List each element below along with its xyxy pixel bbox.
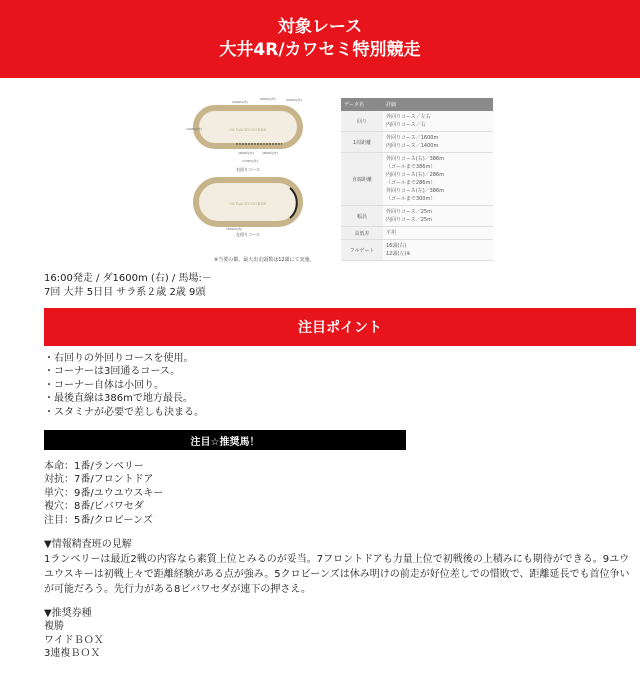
table-cell-line: （ゴールまで386m） [386,164,436,170]
distance-label: 2600m(外) [260,97,276,101]
table-row [341,111,493,132]
list-item: ・ 右回りの外回りコースを使用。 [44,352,640,365]
race-banner [0,0,640,78]
pick-chuumoku: 注目：5番/クロビーンズ [44,514,153,526]
table-row [341,227,493,240]
ticket-type-item: ワイドＢＯＸ [44,634,104,646]
distance-label: 1700m(外) [242,159,258,163]
course-diagram [186,96,306,266]
ticket-types-heading: ▼推奨券種 [44,608,92,620]
pick-tanana: 単穴：9番/ユウユウスキー [44,487,164,499]
analysis-heading: ▼情報精査班の見解 [44,539,132,551]
pick-honmei: 本命：1番/ランベリー [44,461,144,473]
table-cell-line: 外回りコース(左)／386m [386,188,445,194]
table-header: 詳細 [383,98,493,111]
table-cell-line: 内回りコース(右)／286m [386,172,445,178]
table-row [341,153,493,206]
table-cell-value [383,111,493,132]
distance-label: 1600m(外) [238,151,254,155]
table-cell-value [383,206,493,227]
table-cell-line: 外回りコース／左右 [386,114,431,120]
race-info [44,272,640,300]
table-cell-value [383,153,493,206]
table-cell-key: 高低差 [341,227,383,240]
race-title: 大井4R/カワセミ特別競走 [219,40,421,60]
list-item: ・ スタミナが必要で差しも決まる。 [44,406,640,419]
table-cell-key: 直線距離 [341,153,383,206]
attention-points-bar [44,308,636,346]
table-row [341,132,493,153]
distance-label: 1800m(外) [262,151,278,155]
table-cell-key: 1周距離 [341,132,383,153]
table-cell-line: 外回りコース(右)／386m [386,156,445,162]
pick-fukuana: 複穴：8番/ビバワセダ [44,501,144,513]
table-cell-line: 16頭(右) [386,243,407,249]
list-item: ・ コーナーは3回通るコース。 [44,365,640,378]
analysis-section [44,537,634,597]
banner-heading: 対象レース [277,17,363,37]
table-cell-key: 回り [341,111,383,132]
table-row [341,206,493,227]
ticket-types-section [44,607,640,661]
inner-course-label: 左回りコース [236,232,260,237]
analysis-body: 1ランベリーは最近2戦の内容なら素質上位とみるのが妥当。7フロントドアも力量上位で初戦後の上積みにも期待ができる。9ユウユウスキーは初戦上々で距離経験がある点が強み。5クロビーンズは休み明けの前走が好位差しでの惜敗で、距離延長でも首位争いが可能だろう。先行力がある8ビバワセダが連下の押さえ。 [44,554,630,596]
table-cell-line: （ゴールまで300m） [386,196,436,202]
recommended-horses-bar [44,430,406,450]
track-logo-outer: OI RACECOURSE [229,127,267,132]
attention-points-list [44,352,640,419]
course-data-table [341,98,493,261]
picks-list [44,460,640,527]
list-item: ・ 最後直線は386mで地方最長。 [44,392,640,405]
table-cell-line: 外回りコース／25m [386,209,432,215]
recommended-horses-title: 注目☆推奨馬！ [190,436,260,448]
course-note: ※当要の都、最大出走頭数は12頭にて実施。 [214,257,315,263]
distance-label: 1500m(内) [226,227,242,231]
distance-label: 2400m(外) [286,98,302,102]
table-cell-value [383,227,493,240]
attention-points-title: 注目ポイント [298,320,382,336]
table-cell-line: 内回りコース／25m [386,217,432,223]
table-cell-line: 平坦 [386,230,397,236]
table-cell-value [383,240,493,261]
table-row [341,240,493,261]
table-header: データ名 [341,98,383,111]
outer-course-label: 右回りコース [236,167,260,172]
table-cell-key: 幅員 [341,206,383,227]
race-start-line: 16:00発走 / ダ1600m (右) / 馬場:－ [44,273,212,284]
table-cell-line: （ゴールまで286m） [386,180,436,186]
ticket-type-item: 複勝 [44,621,64,633]
table-cell-key: フルゲート [341,240,383,261]
distance-label: 1200m(外) [232,100,248,104]
ticket-type-item: 3連複ＢＯＸ [44,648,101,660]
table-cell-line: 内回りコース／1400m [386,143,439,149]
track-logo-inner: OI RACECOURSE [229,201,267,206]
table-cell-line: 外回りコース／1600m [386,135,439,141]
race-meet-line: 7回 大井 5日目 サラ系２歳 2歳 9頭 [44,287,206,298]
table-cell-line: 内回りコース／右 [386,122,426,128]
list-item: ・ コーナー自体は小回り。 [44,379,640,392]
table-cell-value [383,132,493,153]
distance-label: 1400m(外) [186,127,202,131]
pick-taikou: 対抗：7番/フロントドア [44,474,154,486]
course-info-section [0,96,640,266]
table-cell-line: 12頭(左)※ [386,251,411,257]
